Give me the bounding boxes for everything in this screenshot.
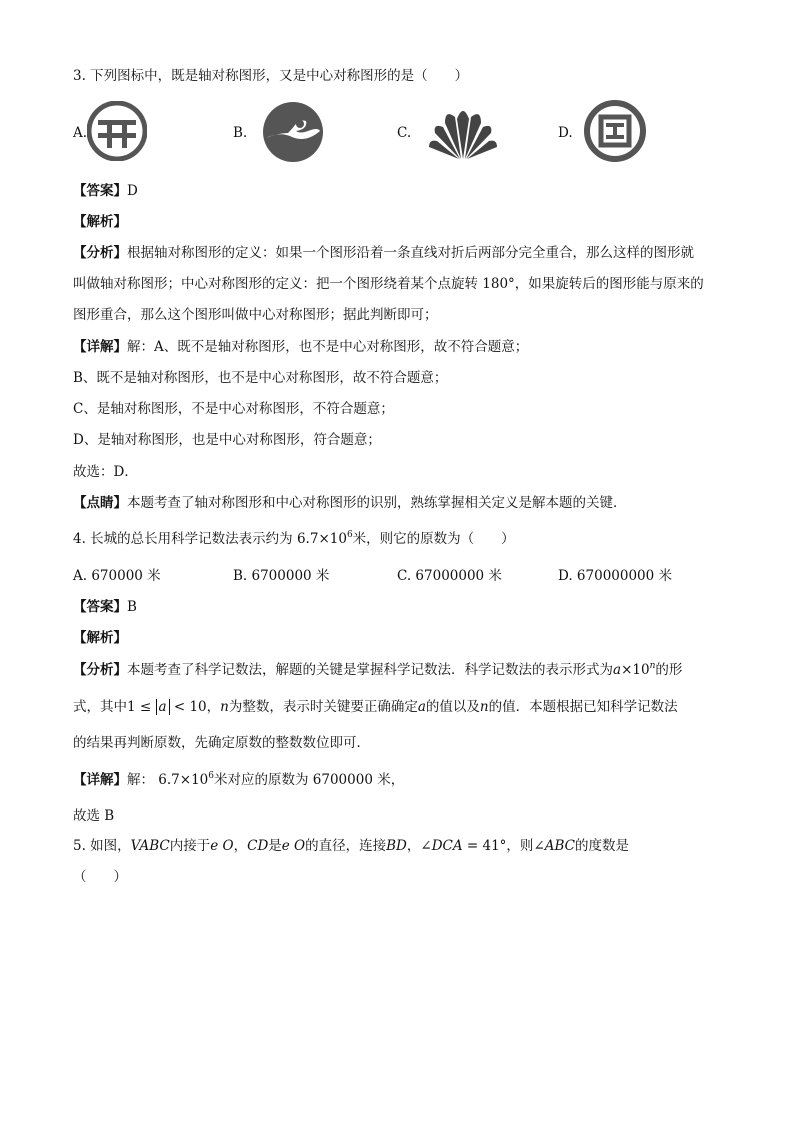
- q5-stem: 5. 如图，VABC内接于e O，CD是e O的直径，连接BD，∠DCA = 41°，则∠ABC的度数是: [73, 838, 629, 854]
- q4-analysis-tag: 【解析】: [73, 630, 127, 646]
- logo-d-icon: [584, 100, 646, 162]
- q4-option-a: A. 670000 米: [73, 568, 161, 584]
- logo-c-icon: [427, 101, 499, 161]
- logo-a-icon: [87, 101, 147, 161]
- q3-detail-4: D、是轴对称图形，也是中心对称图形，符合题意；: [73, 432, 381, 448]
- q4-detail: 【详解】解： $6.7\times 10^6$米对应的原数为 6700000 米，: [73, 771, 405, 788]
- q3-detail-1: 【详解】解：A、既不是轴对称图形，也不是中心对称图形，故不符合题意；: [73, 339, 529, 355]
- q3-choose: 故选：D．: [73, 464, 138, 480]
- q3-detail-2: B、既不是轴对称图形，也不是中心对称图形，故不符合题意；: [73, 370, 448, 386]
- q4-answer: 【答案】B: [73, 599, 137, 615]
- q3-answer: 【答案】D: [73, 183, 138, 199]
- q3-option-a-label: A.: [73, 125, 88, 141]
- q4-stem: 4. 长城的总长用科学记数法表示约为 $6.7\times 10^6$米，则它的原数为（ ）: [73, 530, 515, 547]
- q3-option-c-label: C.: [397, 125, 412, 141]
- q3-stem: 3. 下列图标中，既是轴对称图形，又是中心对称图形的是（ ）: [73, 68, 469, 84]
- q3-option-d-label: D.: [558, 125, 573, 141]
- q4-fenxi-3: 的结果再判断原数，先确定原数的整数数位即可．: [73, 735, 370, 751]
- q3-detail-3: C、是轴对称图形，不是中心对称图形，不符合题意；: [73, 401, 394, 417]
- q3-fenxi-3: 图形重合，那么这个图形叫做中心对称图形；据此判断即可；: [73, 307, 438, 323]
- q5-stem-paren: （ ）: [73, 869, 127, 885]
- logo-b-icon: [262, 101, 324, 163]
- q3-fenxi-1: 【分析】根据轴对称图形的定义：如果一个图形沿着一条直线对折后两部分完全重合，那么这样的图形就: [73, 245, 694, 261]
- q4-option-b: B. 6700000 米: [233, 568, 330, 584]
- q3-fenxi-2: 叫做轴对称图形；中心对称图形的定义：把一个图形绕着某个点旋转 180°，如果旋转后的图形能与原来的: [73, 276, 704, 292]
- q3-comment: 【点睛】本题考查了轴对称图形和中心对称图形的识别，熟练掌握相关定义是解本题的关键．: [73, 495, 627, 511]
- q3-option-b-label: B.: [233, 125, 248, 141]
- q4-option-d: D. 670000000 米: [558, 568, 673, 584]
- q4-fenxi-2: 式，其中1 ≤ a < 10，n为整数，表示时关键要正确确定a的值以及n的值．本题根据已知科学记数法: [73, 699, 678, 715]
- q3-analysis-tag: 【解析】: [73, 214, 127, 230]
- q4-fenxi-1: 【分析】本题考查了科学记数法，解题的关键是掌握科学记数法．科学记数法的表示形式为$a\times 10^n$的形: [73, 661, 683, 678]
- q4-option-c: C. 67000000 米: [397, 568, 502, 584]
- q4-choose: 故选 B: [73, 808, 115, 824]
